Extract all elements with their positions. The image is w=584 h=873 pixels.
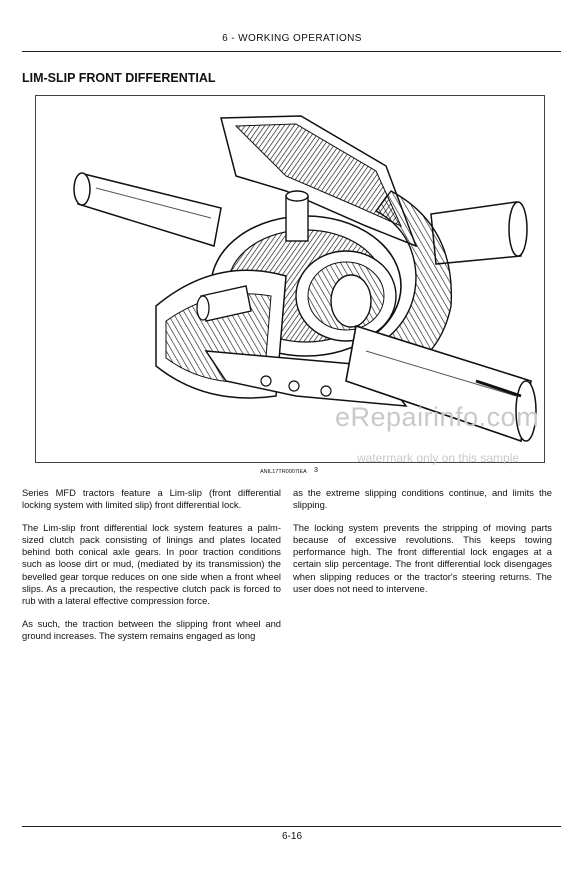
figure-number: 3 <box>314 467 318 474</box>
page-header: 6 - WORKING OPERATIONS <box>222 33 362 44</box>
section-title: LIM-SLIP FRONT DIFFERENTIAL <box>22 71 216 85</box>
body-column-left <box>22 487 281 653</box>
paragraph: The Lim-slip front differential lock system features a palm-sized clutch pack consisting of linings and plates located behind both conical axle gears. In poor traction conditions such as loose dirt or mud, (mediated by its transmission) the bevelled gear torque reduces on one side when a front wheel slips. As a precaution, the respective clutch pack is forced to rub with a lateral effective compression force. <box>22 522 281 606</box>
header-rule <box>22 51 561 52</box>
paragraph: The locking system prevents the stripping of moving parts because of excessive revolutions. This keeps towing performance high. The front differential lock engages at a certain slip percentage. The front differential lock disengages when slipping reduces or the tractor's steering returns. The user does not need to intervene. <box>293 522 552 594</box>
footer-rule <box>22 826 561 827</box>
page-number: 6-16 <box>281 831 302 842</box>
watermark-text: eRepairinfo.com <box>335 402 540 432</box>
paragraph: As such, the traction between the slipping front wheel and ground increases. The system remains engaged as long <box>22 617 281 641</box>
paragraph: Series MFD tractors feature a Lim-slip (front differential locking system with limited slip) front differential lock. <box>22 487 281 511</box>
figure-code: ANIL17TR0007IEA <box>260 469 307 475</box>
paragraph: as the extreme slipping conditions continue, and limits the slipping. <box>293 487 552 511</box>
watermark-subtext: watermark only on this sample <box>357 451 520 465</box>
body-column-right <box>293 487 552 606</box>
